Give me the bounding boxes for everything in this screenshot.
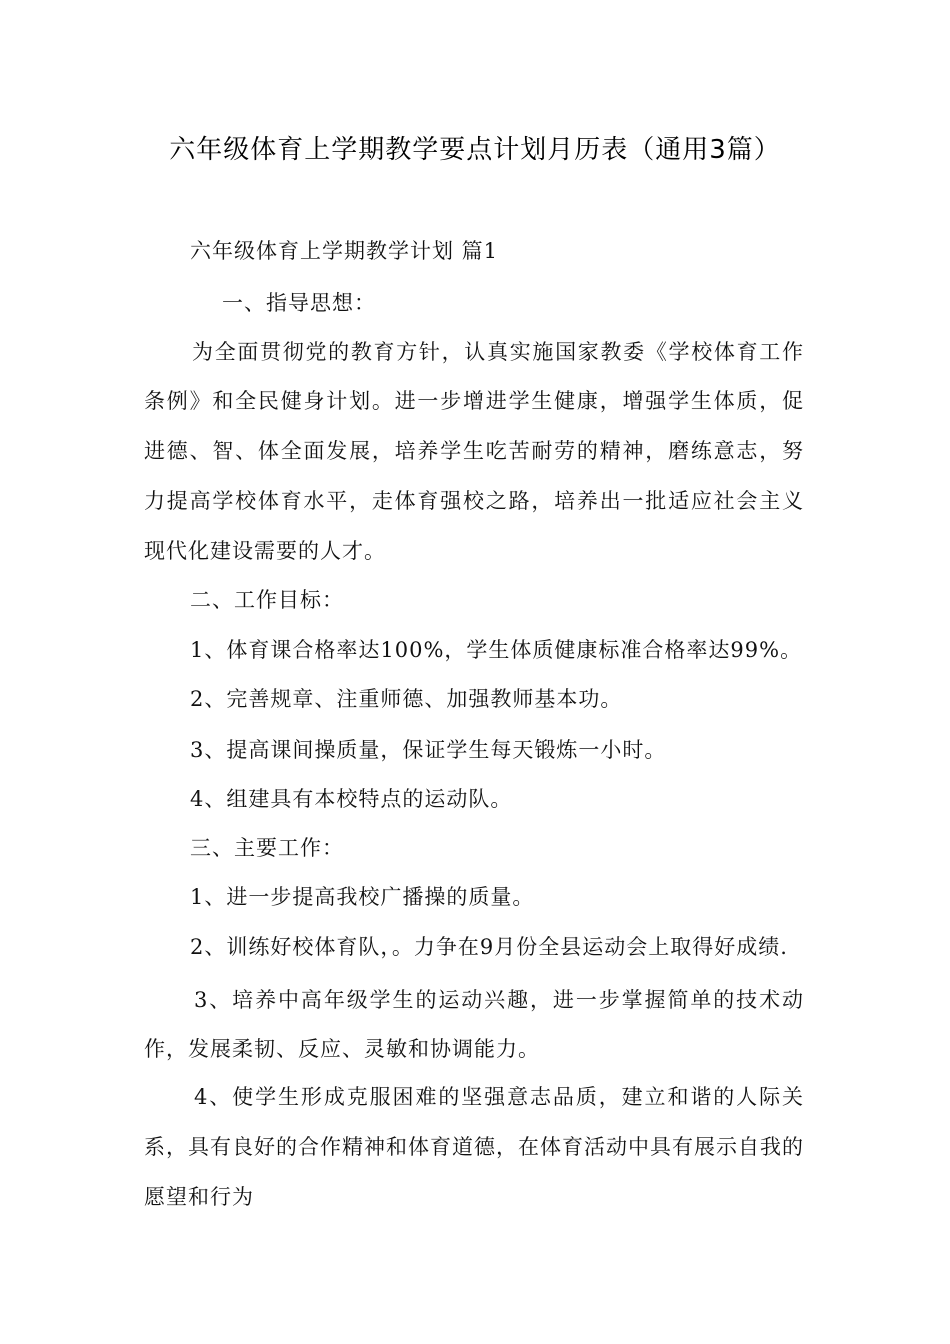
document-title: 六年级体育上学期教学要点计划月历表（通用3篇） [169, 135, 781, 165]
goal-item: 3、提高课间操质量，保证学生每天锻炼一小时。 [190, 738, 667, 762]
work-item: 2、训练好校体育队，。力争在9月份全县运动会上取得好成绩. [190, 935, 788, 959]
section-heading: 六年级体育上学期教学计划 篇1 [190, 239, 499, 263]
paragraph-line: 力提高学校体育水平，走体育强校之路，培养出一批适应社会主义 [144, 489, 804, 513]
paragraph-line: 为全面贯彻党的教育方针，认真实施国家教委《学校体育工作 [192, 340, 804, 364]
paragraph-line: 条例》和全民健身计划。进一步增进学生健康，增强学生体质，促 [144, 389, 804, 413]
paragraph-line: 进德、智、体全面发展，培养学生吃苦耐劳的精神，磨练意志，努 [144, 439, 804, 463]
goal-item: 4、组建具有本校特点的运动队。 [190, 787, 513, 811]
goal-item: 2、完善规章、注重师德、加强教师基本功。 [190, 687, 623, 711]
guiding-heading: 一、指导思想： [222, 291, 376, 315]
paragraph-line: 现代化建设需要的人才。 [144, 539, 386, 563]
work-heading: 三、主要工作： [190, 836, 344, 860]
work-item-line: 3、培养中高年级学生的运动兴趣，进一步掌握简单的技术动 [194, 988, 804, 1012]
work-item-line: 系，具有良好的合作精神和体育道德，在体育活动中具有展示自我的 [144, 1135, 804, 1159]
work-item-line: 愿望和行为 [144, 1185, 254, 1209]
work-item-line: 4、使学生形成克服困难的坚强意志品质，建立和谐的人际关 [194, 1085, 804, 1109]
work-item-line: 作，发展柔韧、反应、灵敏和协调能力。 [144, 1037, 540, 1061]
work-item: 1、进一步提高我校广播操的质量。 [190, 885, 535, 909]
goal-item: 1、体育课合格率达100%，学生体质健康标准合格率达99%。 [190, 638, 803, 662]
goals-heading: 二、工作目标： [190, 588, 344, 612]
